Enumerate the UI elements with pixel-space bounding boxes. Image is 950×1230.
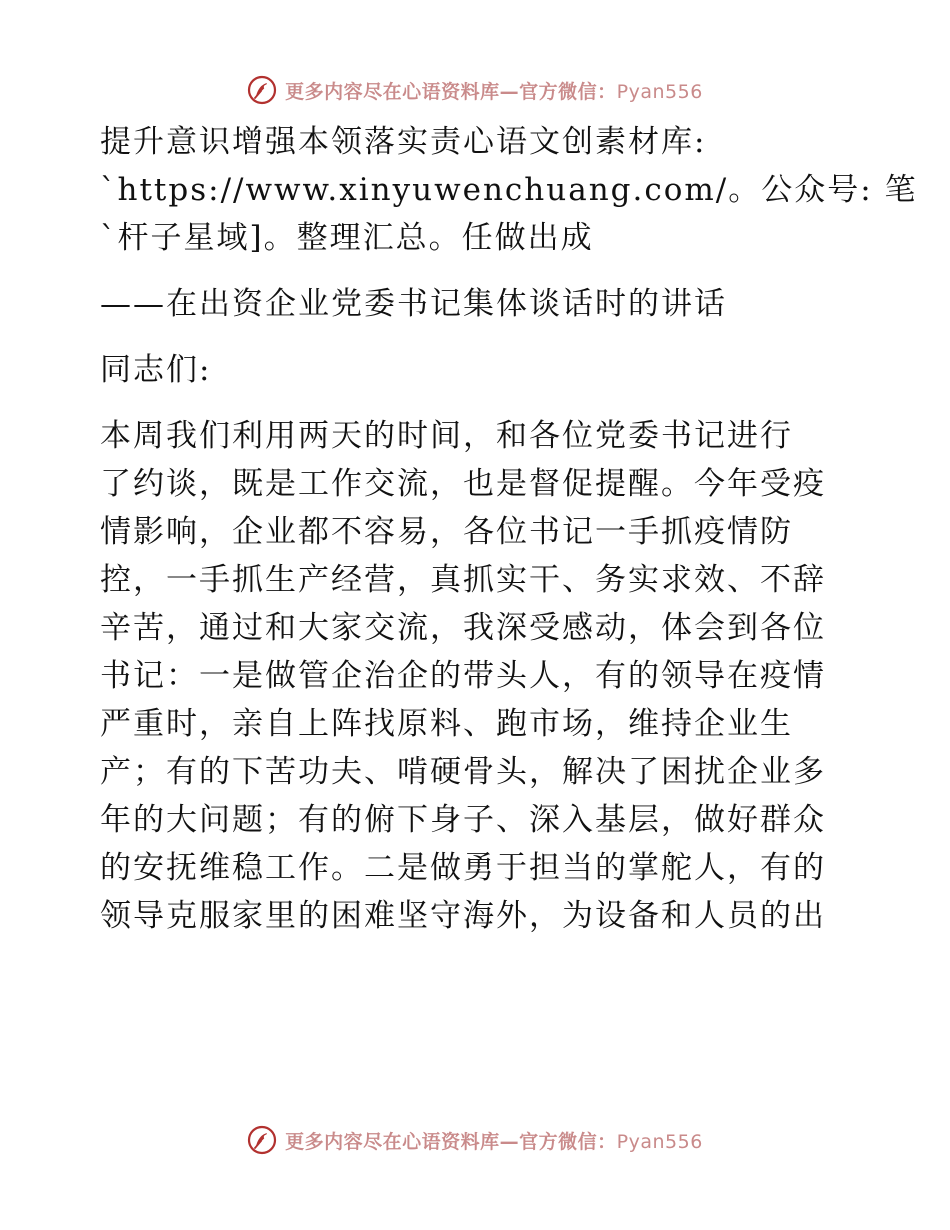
text-line: `杆子星域]。整理汇总。任做出成 — [100, 220, 594, 256]
paragraph-line: 控，一手抓生产经营，真抓实干、务实求效、不辞 — [100, 562, 826, 598]
paragraph-line: 的安抚维稳工作。二是做勇于担当的掌舵人，有的 — [100, 850, 826, 886]
header-banner — [0, 70, 950, 110]
subtitle-line: ——在出资企业党委书记集体谈话时的讲话 — [100, 286, 727, 322]
document-body — [100, 118, 918, 940]
paragraph-line: 领导克服家里的困难坚守海外，为设备和人员的出 — [100, 898, 826, 934]
text-line: 提升意识增强本领落实责心语文创素材库: — [100, 124, 707, 160]
banner-text: 更多内容尽在心语资料库—官方微信：Pyan556 — [285, 80, 703, 103]
footer-banner — [0, 1120, 950, 1160]
banner-text: 更多内容尽在心语资料库—官方微信：Pyan556 — [285, 1130, 703, 1153]
paragraph-line: 辛苦，通过和大家交流，我深受感动，体会到各位 — [100, 610, 826, 646]
rose-pen-logo-icon — [247, 75, 277, 105]
paragraph-line: 严重时，亲自上阵找原料、跑市场，维持企业生 — [100, 706, 793, 742]
paragraph-line: 产；有的下苦功夫、啃硬骨头，解决了困扰企业多 — [100, 754, 826, 790]
paragraph-line: 年的大问题；有的俯下身子、深入基层，做好群众 — [100, 802, 826, 838]
text-line: `https://www.xinyuwenchuang.com/。公众号: 笔 — [100, 172, 918, 208]
paragraph-line: 了约谈，既是工作交流，也是督促提醒。今年受疫 — [100, 466, 826, 502]
paragraph-line: 书记：一是做管企治企的带头人，有的领导在疫情 — [100, 658, 826, 694]
paragraph-line: 情影响，企业都不容易，各位书记一手抓疫情防 — [100, 514, 793, 550]
salutation-line: 同志们: — [100, 352, 212, 388]
paragraph-line: 本周我们利用两天的时间，和各位党委书记进行 — [100, 418, 793, 454]
rose-pen-logo-icon — [247, 1125, 277, 1155]
